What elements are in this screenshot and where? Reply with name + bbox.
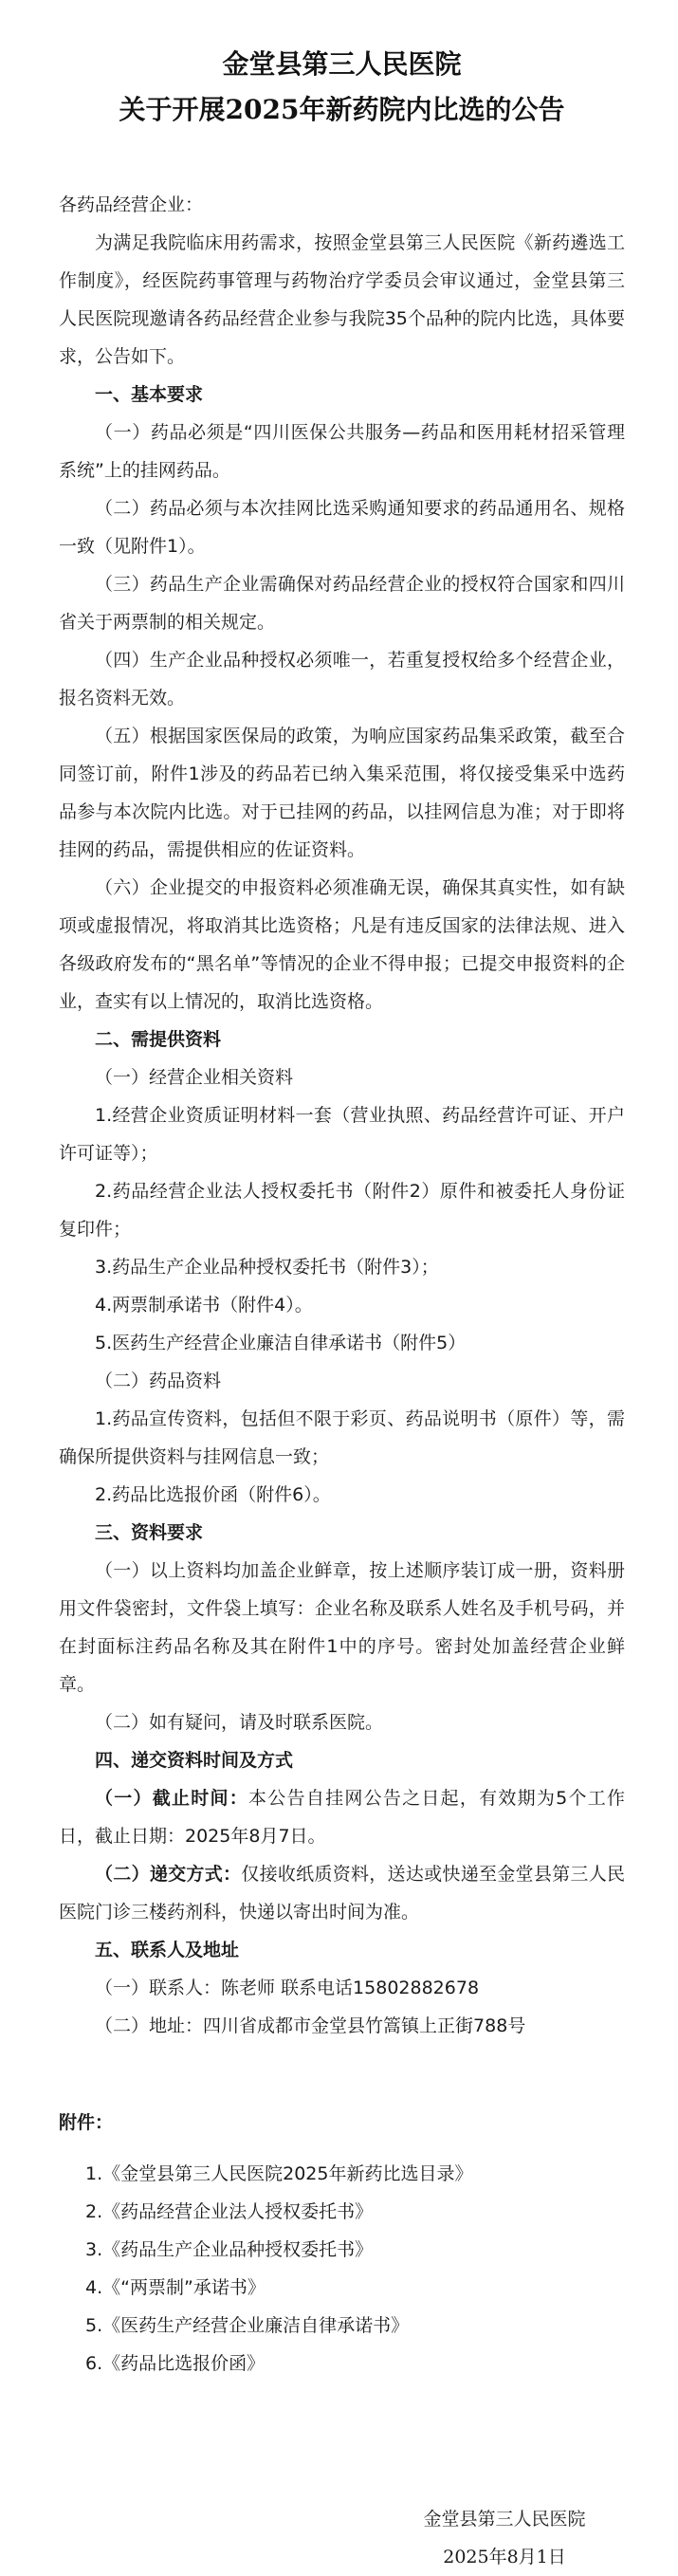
- address-text: 四川省成都市金堂县竹篙镇上正街788号: [203, 2015, 526, 2036]
- section-3-item: （一）以上资料均加盖企业鲜章，按上述顺序装订成一册，资料册用文件袋密封，文件袋上填写：企业名称及联系人姓名及手机号码，并在封面标注药品名称及其在附件1中的序号。密封处加盖经营企业鲜章。: [59, 1560, 625, 1695]
- intro-paragraph: 为满足我院临床用药需求，按照金堂县第三人民医院《新药遴选工作制度》，经医院药事管理与药物治疗学委员会审议通过，金堂县第三人民医院现邀请各药品经营企业参与我院35个品种的院内比选，具体要求，公告如下。: [59, 232, 625, 367]
- section-1-item: （六）企业提交的申报资料必须准确无误，确保其真实性，如有缺项或虚报情况，将取消其比选资格；凡是有违反国家的法律法规、进入各级政府发布的“黑名单”等情况的企业不得申报；已提交申报资料的企业，查实有以上情况的，取消比选资格。: [59, 877, 625, 1012]
- section-1-heading: 一、基本要求: [95, 384, 204, 405]
- section-1-item: （四）生产企业品种授权必须唯一，若重复授权给多个经营企业，报名资料无效。: [59, 650, 625, 708]
- deadline-text: 本公告自挂网公告之日起，有效期为5个工作日，截止日期：2025年8月7日。: [59, 1788, 625, 1847]
- section-1-item: （三）药品生产企业需确保对药品经营企业的授权符合国家和四川省关于两票制的相关规定。: [59, 574, 625, 633]
- attachment-item: 1.《金堂县第三人民医院2025年新药比选目录》: [85, 2163, 473, 2184]
- signature-org: 金堂县第三人民医院: [423, 2509, 586, 2530]
- section-2-sub-1-item: 1.经营企业资质证明材料一套（营业执照、药品经营许可证、开户许可证等）；: [59, 1105, 625, 1164]
- contact-text: 陈老师 联系电话15802882678: [221, 1978, 480, 1998]
- attachment-item: 6.《药品比选报价函》: [85, 2353, 266, 2374]
- notice-body: [59, 186, 625, 2576]
- section-2-sub-1-item: 2.药品经营企业法人授权委托书（附件2）原件和被委托人身份证复印件；: [59, 1181, 625, 1240]
- section-1-item: （五）根据国家医保局的政策，为响应国家药品集采政策，截至合同签订前，附件1涉及的药品若已纳入集采范围，将仅接受集采中选药品参与本次院内比选。对于已挂网的药品，以挂网信息为准；对于即将挂网的药品，需提供相应的佐证资料。: [59, 726, 625, 860]
- section-5-item: [59, 2007, 625, 2045]
- delivery-text: 仅接收纸质资料，送达或快递至金堂县第三人民医院门诊三楼药剂科，快递以寄出时间为准。: [59, 1864, 625, 1923]
- attachments-heading: 附件：: [59, 2112, 114, 2133]
- title-line-1: 金堂县第三人民医院: [222, 48, 462, 80]
- section-4-item: [59, 1855, 625, 1931]
- section-4-heading: 四、递交资料时间及方式: [95, 1750, 294, 1771]
- section-1-item: （一）药品必须是“四川医保公共服务—药品和医用耗材招采管理系统”上的挂网药品。: [59, 422, 625, 481]
- contact-label: （一）联系人：: [95, 1978, 222, 1998]
- section-2-sub-1-item: 3.药品生产企业品种授权委托书（附件3）；: [95, 1257, 439, 1278]
- attachments-list: [59, 2155, 625, 2383]
- attachment-item: 3.《药品生产企业品种授权委托书》: [85, 2239, 374, 2260]
- section-2-sub-1-item: 5.医药生产经营企业廉洁自律承诺书（附件5）: [95, 1333, 467, 1353]
- section-1-item: （二）药品必须与本次挂网比选采购通知要求的药品通用名、规格一致（见附件1）。: [59, 498, 625, 557]
- signature-date: 2025年8月1日: [443, 2547, 566, 2567]
- signature-block: [59, 2500, 625, 2576]
- section-2-sub-2-item: 2.药品比选报价函（附件6）。: [95, 1484, 331, 1505]
- section-2-sub-1-item: 4.两票制承诺书（附件4）。: [95, 1295, 313, 1316]
- section-2-heading: 二、需提供资料: [95, 1029, 222, 1050]
- attachment-item: 4.《“两票制”承诺书》: [85, 2277, 266, 2298]
- attachment-item: 2.《药品经营企业法人授权委托书》: [85, 2201, 374, 2222]
- title-line-2: 关于开展2025年新药院内比选的公告: [119, 94, 565, 125]
- section-3-heading: 三、资料要求: [95, 1522, 204, 1543]
- section-4-item: [59, 1779, 625, 1855]
- attachment-item: 5.《医药生产经营企业廉洁自律承诺书》: [85, 2315, 410, 2336]
- section-5-heading: 五、联系人及地址: [95, 1940, 240, 1960]
- delivery-label: （二）递交方式：: [95, 1864, 242, 1885]
- section-5-item: [59, 1969, 625, 2007]
- section-3-item: （二）如有疑问，请及时联系医院。: [95, 1712, 384, 1733]
- address-label: （二）地址：: [95, 2015, 204, 2036]
- salutation: 各药品经营企业：: [59, 194, 204, 215]
- section-2-sub-2-heading: （二）药品资料: [95, 1371, 222, 1391]
- deadline-label: （一）截止时间：: [95, 1788, 249, 1809]
- section-2-sub-2-item: 1.药品宣传资料，包括但不限于彩页、药品说明书（原件）等，需确保所提供资料与挂网信息一致；: [59, 1408, 625, 1467]
- section-2-sub-1-heading: （一）经营企业相关资料: [95, 1067, 294, 1088]
- notice-title: [59, 42, 625, 133]
